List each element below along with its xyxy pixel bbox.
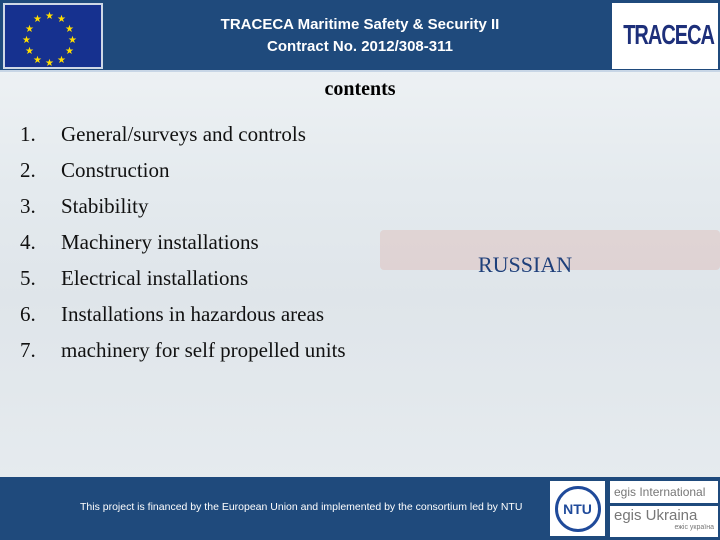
ntu-logo: NTU	[550, 481, 605, 536]
header-contract: Contract No. 2012/308-311	[267, 38, 453, 55]
list-item: 1. General/surveys and controls	[20, 122, 306, 146]
footer-text: This project is financed by the European Union and implemented by the consortium led by NTU	[80, 501, 523, 513]
list-item: 2. Construction	[20, 158, 170, 182]
list-item: 5. Electrical installations	[20, 266, 249, 290]
egis-ukraina-logo: egis Ukraina ежіс україна	[610, 506, 718, 537]
header-banner	[0, 0, 720, 72]
contents-list	[20, 121, 346, 373]
traceca-logo: TRACECA	[612, 3, 718, 69]
list-item: 4. Machinery installations	[20, 230, 259, 254]
egis-international-logo: egis International	[610, 481, 718, 503]
list-item: 6. Installations in hazardous areas	[20, 302, 324, 326]
eu-flag-logo: ★ ★ ★ ★ ★ ★ ★ ★ ★ ★ ★ ★	[3, 3, 103, 69]
footer-banner	[0, 477, 720, 540]
list-item: 3. Stabibility	[20, 194, 149, 218]
slide-title: contents	[324, 78, 396, 100]
list-item: 7. machinery for self propelled units	[20, 338, 346, 362]
header-title: TRACECA Maritime Safety & Security II	[220, 16, 500, 33]
language-label: RUSSIAN	[478, 252, 573, 277]
